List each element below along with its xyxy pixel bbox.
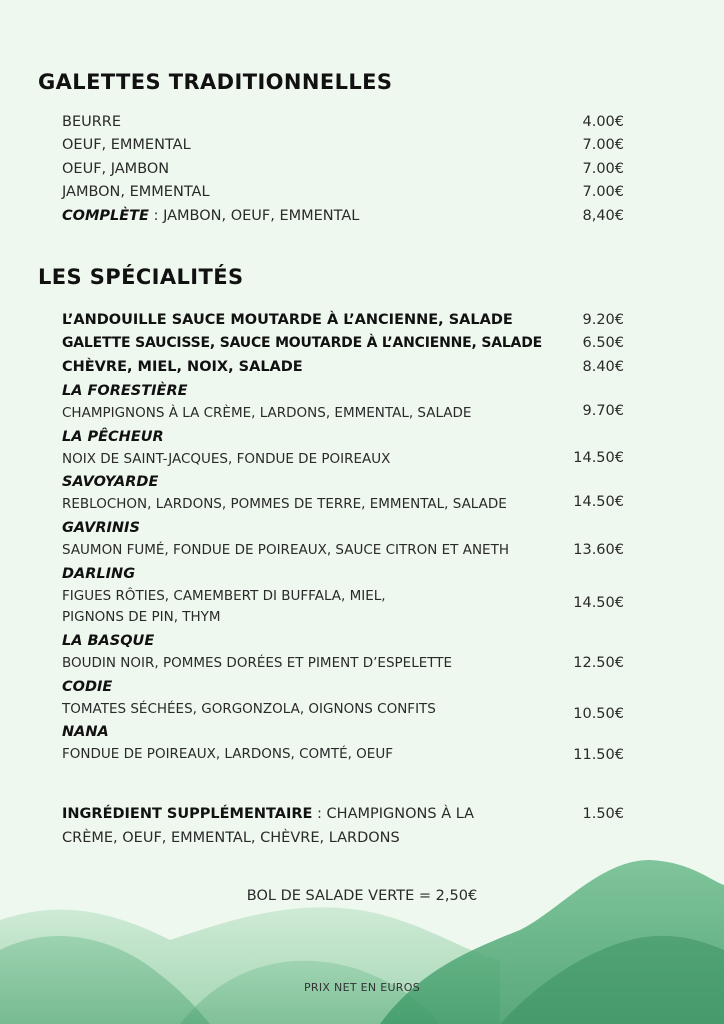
section-title-traditionnelles: GALETTES TRADITIONNELLES <box>38 70 393 94</box>
item-price: 7.00€ <box>582 184 624 200</box>
menu-item-chevre-miel <box>62 356 624 378</box>
item-price: 7.00€ <box>582 137 624 153</box>
item-price: 4.00€ <box>582 114 624 130</box>
item-name-bold: COMPLÈTE <box>62 208 149 224</box>
special-desc-darling <box>62 586 624 630</box>
special-title-forestiere <box>62 380 624 402</box>
menu-item-complete <box>62 205 624 227</box>
special-title-nana <box>62 721 624 743</box>
special-desc: FONDUE DE POIREAUX, LARDONS, COMTÉ, OEUF <box>62 746 393 762</box>
item-price: 9.20€ <box>582 312 624 328</box>
special-desc: CHAMPIGNONS À LA CRÈME, LARDONS, EMMENTAL, SALADE <box>62 405 472 421</box>
extra-line1 <box>62 802 624 826</box>
item-name: L’ANDOUILLE SAUCE MOUTARDE À L’ANCIENNE, SALADE <box>62 312 513 328</box>
special-desc: BOUDIN NOIR, POMMES DORÉES ET PIMENT D’ESPELETTE <box>62 655 453 671</box>
item-price: 1.50€ <box>582 806 624 822</box>
extra-ingredient <box>62 802 624 850</box>
extra-label-rest: : CHAMPIGNONS À LA <box>312 806 475 822</box>
item-name: GALETTE SAUCISSE, SAUCE MOUTARDE À L’ANCIENNE, SALADE <box>62 335 542 351</box>
special-title: LA PÊCHEUR <box>62 429 164 445</box>
item-price: 12.50€ <box>573 655 624 671</box>
special-title-darling <box>62 563 624 585</box>
special-desc: NOIX DE SAINT-JACQUES, FONDUE DE POIREAUX <box>62 451 391 467</box>
item-name: BEURRE <box>62 114 122 130</box>
special-title-gavrinis <box>62 517 624 539</box>
special-title: NANA <box>62 724 109 740</box>
salad-note: BOL DE SALADE VERTE = 2,50€ <box>246 888 478 904</box>
special-title: GAVRINIS <box>62 520 140 536</box>
special-title: LA FORESTIÈRE <box>62 383 188 399</box>
menu-item-galette-saucisse <box>62 332 624 354</box>
menu-item-jambon-emmental <box>62 181 624 203</box>
special-desc: SAUMON FUMÉ, FONDUE DE POIREAUX, SAUCE CITRON ET ANETH <box>62 542 509 558</box>
extra-line2: CRÈME, OEUF, EMMENTAL, CHÈVRE, LARDONS <box>62 830 400 846</box>
special-desc-line2: PIGNONS DE PIN, THYM <box>62 609 221 625</box>
item-price: 6.50€ <box>582 335 624 351</box>
item-name: OEUF, EMMENTAL <box>62 137 191 153</box>
special-title: CODIE <box>62 679 113 695</box>
item-name-rest: : JAMBON, OEUF, EMMENTAL <box>148 208 360 224</box>
item-price: 14.50€ <box>573 494 624 510</box>
special-title-pecheur <box>62 426 624 448</box>
special-title-savoyarde <box>62 471 624 493</box>
special-title: SAVOYARDE <box>62 474 159 490</box>
item-name: CHÈVRE, MIEL, NOIX, SALADE <box>62 359 303 375</box>
item-price: 7.00€ <box>582 161 624 177</box>
item-price: 10.50€ <box>573 706 624 722</box>
item-name: OEUF, JAMBON <box>62 161 170 177</box>
menu-item-oeuf-jambon <box>62 158 624 180</box>
special-title-basque <box>62 630 624 652</box>
item-price: 11.50€ <box>573 747 624 763</box>
item-name <box>62 205 359 227</box>
special-desc: FIGUES RÔTIES, CAMEMBERT DI BUFFALA, MIEL, <box>62 588 386 604</box>
section-title-specialites: LES SPÉCIALITÉS <box>38 265 244 289</box>
menu-item-andouille <box>62 309 624 331</box>
item-name: JAMBON, EMMENTAL <box>62 184 210 200</box>
menu-item-beurre <box>62 111 624 133</box>
menu-item-oeuf-emmental <box>62 134 624 156</box>
net-price-note: PRIX NET EN EUROS <box>303 981 420 994</box>
watercolor-background <box>0 840 724 1024</box>
special-desc: REBLOCHON, LARDONS, POMMES DE TERRE, EMMENTAL, SALADE <box>62 496 507 512</box>
item-price: 13.60€ <box>573 542 624 558</box>
special-title: LA BASQUE <box>62 633 155 649</box>
special-title-codie <box>62 676 624 698</box>
item-price: 8.40€ <box>582 359 624 375</box>
special-title: DARLING <box>62 566 136 582</box>
item-price: 14.50€ <box>573 450 624 466</box>
special-desc: TOMATES SÉCHÉES, GORGONZOLA, OIGNONS CONFITS <box>62 701 436 717</box>
item-price: 14.50€ <box>573 595 624 611</box>
extra-label-bold: INGRÉDIENT SUPPLÉMENTAIRE <box>62 806 313 822</box>
item-price: 8,40€ <box>582 208 624 224</box>
item-price: 9.70€ <box>582 403 624 419</box>
